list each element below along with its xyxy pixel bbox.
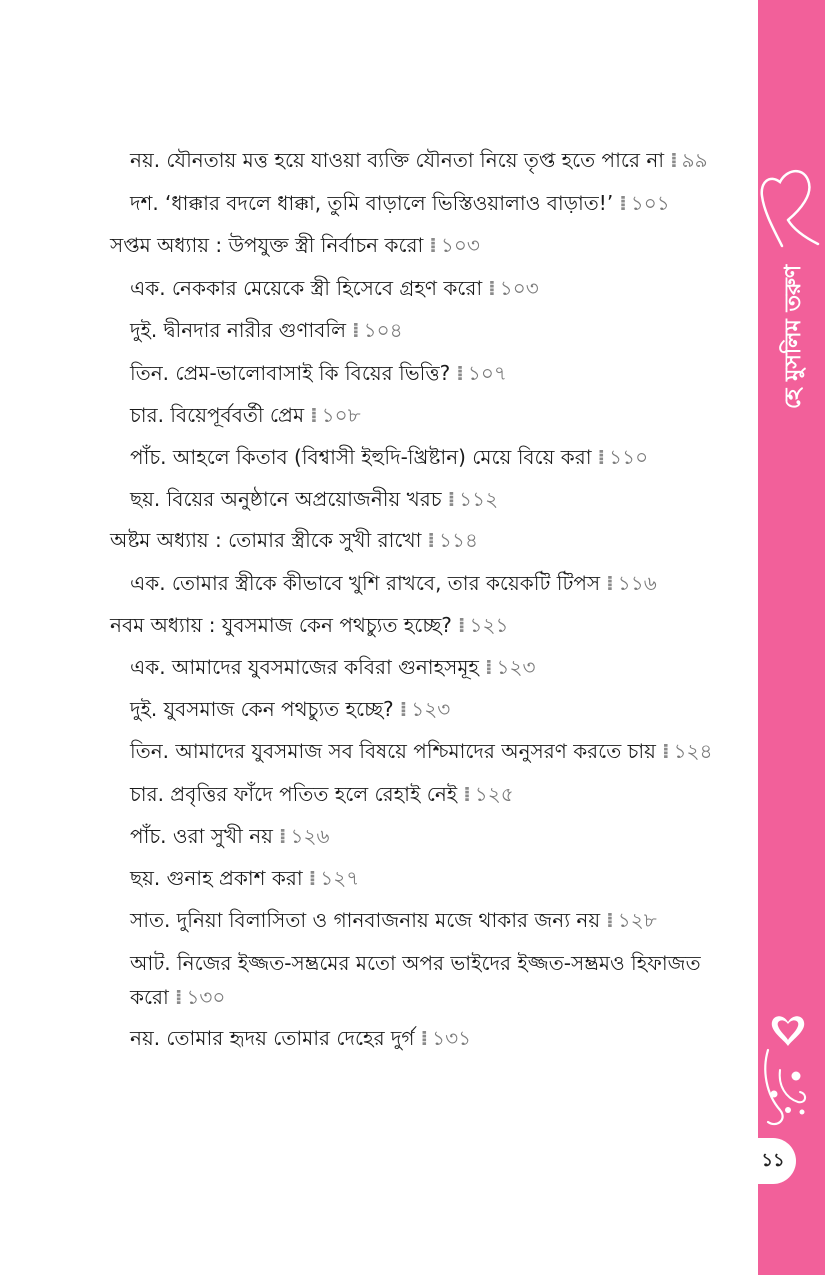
toc-entry (130, 778, 514, 810)
toc-entry-text: সাত. দুনিয়া বিলাসিতা ও গানবাজনায় মজে থাকার জন্য নয় (130, 908, 601, 932)
separator-icon: ⁞ (456, 361, 464, 385)
toc-entry-text: পাঁচ. ওরা সুখী নয় (130, 824, 273, 848)
toc-entry-text: তিন. প্রেম-ভালোবাসাই কি বিয়ের ভিত্তি? (130, 361, 451, 385)
toc-entry-text: তিন. আমাদের যুবসমাজ সব বিষয়ে পশ্চিমাদের অনুসরণ করতে চায় (130, 739, 656, 763)
toc-page-number: ১২১ (469, 613, 509, 637)
separator-icon: ⁞ (399, 697, 408, 721)
toc-entry-text: চার. বিয়েপূর্ববর্তী প্রেম (130, 403, 305, 427)
separator-icon: ⁞ (447, 487, 456, 511)
toc-page-number: ১২৪ (673, 739, 713, 763)
toc-entry (130, 904, 657, 936)
separator-icon: ⁞ (457, 613, 466, 637)
separator-icon: ⁞ (427, 528, 435, 552)
toc-page-number: ১১০ (609, 445, 649, 469)
separator-icon: ⁞ (174, 985, 183, 1009)
toc-entry (130, 1022, 471, 1054)
toc-chapter (110, 524, 478, 556)
page-number: ১১ (750, 1138, 796, 1184)
toc-page-number: ১০৭ (467, 361, 507, 385)
heart-flourish-icon (758, 1010, 825, 1140)
toc-entry (130, 735, 713, 767)
toc-page-number: ১২৩ (411, 697, 451, 721)
toc-page-number: ১০৩ (440, 233, 480, 257)
toc-entry-text: সপ্তম অধ্যায় : উপযুক্ত স্ত্রী নির্বাচন করো (110, 233, 424, 257)
separator-icon: ⁞ (463, 782, 471, 806)
toc-entry-text: নবম অধ্যায় : যুবসমাজ কেন পথচ্যুত হচ্ছে? (110, 613, 452, 637)
separator-icon: ⁞ (484, 655, 493, 679)
toc-entry (130, 820, 330, 852)
toc-entry-text: অষ্টম অধ্যায় : তোমার স্ত্রীকে সুখী রাখো (110, 528, 422, 552)
toc-entry (130, 399, 361, 431)
toc-entry-text: এক. নেককার মেয়েকে স্ত্রী হিসেবে গ্রহণ করো (130, 276, 483, 300)
separator-icon: ⁞ (619, 191, 627, 215)
toc-page-number: ১১৬ (617, 571, 657, 595)
toc-page-number: ১৩১ (432, 1026, 472, 1050)
toc-entry (130, 483, 498, 515)
separator-icon: ⁞ (606, 571, 614, 595)
separator-icon: ⁞ (670, 148, 678, 172)
toc-entry-text: চার. প্রবৃত্তির ফাঁদে পতিত হলে রেহাই নেই (130, 782, 458, 806)
toc-page-number: ১২৭ (320, 866, 360, 890)
separator-icon: ⁞ (308, 866, 317, 890)
toc-page-number: ১০৮ (321, 403, 361, 427)
separator-icon: ⁞ (420, 1026, 429, 1050)
toc-page-number: ১২৫ (474, 782, 514, 806)
separator-icon: ⁞ (429, 233, 437, 257)
toc-entry (130, 946, 730, 1014)
toc-entry (130, 651, 536, 683)
toc-entry (130, 567, 657, 599)
separator-icon: ⁞ (310, 403, 318, 427)
separator-icon: ⁞ (488, 276, 496, 300)
toc-chapter (110, 609, 508, 641)
toc-page-number: ১০১ (630, 191, 670, 215)
toc-entry (130, 272, 539, 304)
toc-entry-text: ছয়. বিয়ের অনুষ্ঠানে অপ্রয়োজনীয় খরচ (130, 487, 442, 511)
toc-page-number: ৯৯ (681, 148, 708, 172)
toc-page-number: ১২৩ (496, 655, 536, 679)
toc-entry-text: দুই. দ্বীনদার নারীর গুণাবলি (130, 318, 347, 342)
toc-entry-text: নয়. যৌনতায় মত্ত হয়ে যাওয়া ব্যক্তি যৌনতা নিয়ে তৃপ্ত হতে পারে না (130, 148, 665, 172)
toc-page-number: ১০৪ (363, 318, 403, 342)
toc-page-number: ১৩০ (186, 985, 226, 1009)
toc-entry (130, 862, 359, 894)
toc-entry-text: ছয়. গুনাহ প্রকাশ করা (130, 866, 303, 890)
toc-page-number: ১২৬ (290, 824, 330, 848)
toc-entry (130, 144, 708, 176)
separator-icon: ⁞ (661, 739, 670, 763)
toc-entry (130, 187, 670, 219)
toc-page-number: ১১৪ (439, 528, 478, 552)
toc-entry-text: এক. তোমার স্ত্রীকে কীভাবে খুশি রাখবে, তার কয়েকটি টিপস (130, 571, 601, 595)
toc-entry (130, 357, 507, 389)
toc-entry (130, 693, 450, 725)
toc-entry-text: দুই. যুবসমাজ কেন পথচ্যুত হচ্ছে? (130, 697, 394, 721)
separator-icon: ⁞ (278, 824, 287, 848)
separator-icon: ⁞ (352, 318, 360, 342)
separator-icon: ⁞ (597, 445, 606, 469)
toc-entry (130, 441, 648, 473)
separator-icon: ⁞ (606, 908, 614, 932)
toc-entry-text: এক. আমাদের যুবসমাজের কবিরা গুনাহসমূহ (130, 655, 479, 679)
toc-entry-text: আট. নিজের ইজ্জত-সম্ভ্রমের মতো অপর ভাইদের ইজ্জত-সম্ভ্রমও হিফাজত করো (130, 951, 701, 1009)
book-title: হে মুসলিম তরুণ (781, 264, 806, 410)
toc-page-number: ১২৮ (617, 908, 657, 932)
toc-page-number: ১০৩ (499, 276, 539, 300)
toc-entry-text: পাঁচ. আহলে কিতাব (বিশ্বাসী ইহুদি-খ্রিষ্টান) মেয়ে বিয়ে করা (130, 445, 592, 469)
toc-chapter (110, 229, 480, 261)
toc-entry (130, 314, 403, 346)
toc-entry-text: নয়. তোমার হৃদয় তোমার দেহের দুর্গ (130, 1026, 415, 1050)
toc-entry-text: দশ. ‘ধাক্কার বদলে ধাক্কা, তুমি বাড়ালে ভিস্তিওয়ালাও বাড়াত!’ (130, 191, 614, 215)
toc-page-number: ১১২ (459, 487, 499, 511)
